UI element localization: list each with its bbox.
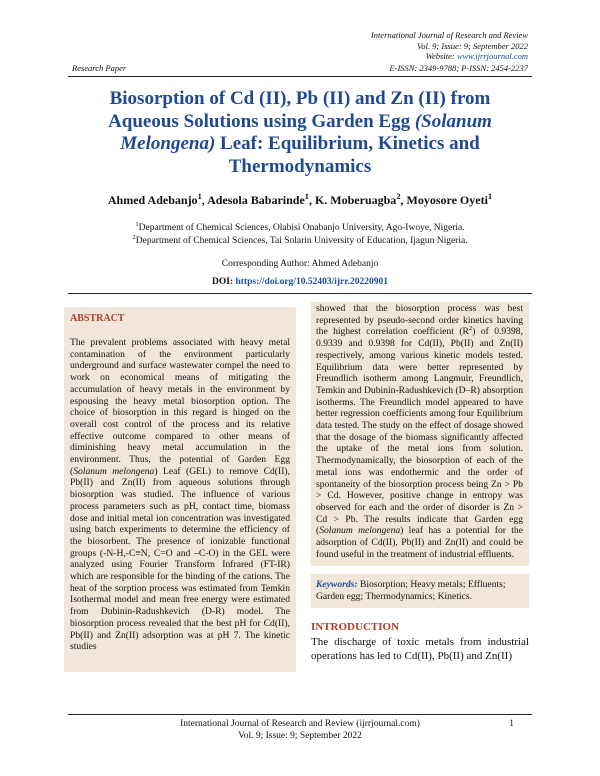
keywords-text: Biosorption; Heavy metals; Effluents; Garden egg; Thermodynamics; Kinetics. xyxy=(316,579,506,603)
issn: E-ISSN: 2349-9788; P-ISSN: 2454-2237 xyxy=(389,63,528,73)
affiliation: $^1$Department of Chemical Sciences, Olabisi Onabanjo University, Ago-Iwoye, Nigeria. xyxy=(135,220,465,233)
paper-type: Research Paper xyxy=(72,63,127,73)
doi-label: DOI: xyxy=(212,277,236,287)
author-name: Adesola Babarinde xyxy=(207,193,305,207)
abstract-text: The prevalent problems associated with heavy metal contamination of the environment particularly underground and surface wastewater compel the need to work on economical means of mitigating the accumulation of heavy metals in the environment by espousing the heavy metal biosorption option. The choice of biosorption in this regard is hinged on the overall cost control of the process and its relative effective outcome compared to other means of diminishing heavy metal accumulation in the environment. Thus, the potential of Garden Egg (Solanum melongena) Leaf (GEL) to remove Cd(II), Pb(II) and Zn(II) from aqueous solutions through biosorption was studied. The influence of various process parameters such as pH, contact time, biomass dose and initial metal ion concentration was investigated using batch experiments to determine the efficiency of the biosorbent. The presence of ionizable functional groups (-N-H,-C≡N, C=O and –C-O) in the GEL were analyzed using Fourier Transform Infrared (FT-IR) which are responsible for the binding of the cations. The heat of the sorption process was estimated from Temkin Isothermal model and mean free energy were estimated from Dubinin-Radushkevich (D-R) model. The biosorption process revealed that the best pH for Cd(II), Pb(II) and Zn(II) adsorption was at pH 7. The kinetic studies xyxy=(70,337,290,653)
corresponding-author: Corresponding Author: Ahmed Adebanjo xyxy=(221,259,379,269)
keywords-box xyxy=(311,574,529,607)
introduction-text: The discharge of toxic metals from industrial operations has led to Cd(II), Pb(II) and Zn(II) xyxy=(311,635,529,662)
doi-link[interactable]: https://doi.org/10.52403/ijrr.20220901 xyxy=(235,277,388,287)
introduction-heading: INTRODUCTION xyxy=(311,620,400,633)
doi-line xyxy=(72,276,528,288)
abstract-continued-text: showed that the biosorption process was best represented by pseudo-second order kinetics having the highest correlation coefficient $(R^2)$ of 0.9398, 0.9339 and 0.9398 for Cd(II), Pb(II) and Zn(II) respectively, among various kinetic models tested. Equilibrium data were better represented by Freundlich isotherm among Langmuir, Freundlich, Temkin and Dubinin-Radushkevich (D–R) absorption isotherms. The Freundlich model appeared to have better regression coefficients among four Equilibrium data tested. The study on the effect of dosage showed that the dosage of the biomass significantly affected the uptake of the metal ions from solution. Thermodynamically, the biosorption of each of the metal ions was endothermic and the order of spontaneity of the biosorption process being Zn > Pb > Cd. However, positive change in entropy was observed for each and the order of disorder is Zn > Cd > Pb. The results indicate that Garden egg (Solanum melongena) leaf has a potential for the adsorption of Cd(II), Pb(II) and Zn(II) and could be found useful in the treatment of industrial effluents. xyxy=(316,303,523,560)
website-link[interactable]: www.ijrrjournal.com xyxy=(456,51,528,61)
abstract-heading: ABSTRACT xyxy=(70,313,125,324)
website-label: Website: xyxy=(425,51,457,61)
paper-title: Biosorption of Cd (II), Pb (II) and Zn (II) from Aqueous Solutions using Garden Egg (Solanum Melongena) Leaf: Equilibrium, Kinetics and Thermodynamics xyxy=(108,88,492,177)
author-name: K. Moberuagba xyxy=(314,193,397,207)
paper-type-row xyxy=(72,62,528,74)
doi-rule xyxy=(68,293,532,294)
author-list: Ahmed Adebanjo$^1$, Adesola Babarinde$^1$, K. Moberuagba$^2$, Moyosore Oyeti$^1$ xyxy=(107,192,493,207)
header-rule xyxy=(68,76,532,77)
author-name: Moyosore Oyeti xyxy=(406,193,488,207)
footer-journal: International Journal of Research and Review (ijrrjournal.com) xyxy=(180,719,420,729)
author-name: Ahmed Adebanjo xyxy=(107,193,198,207)
journal-name: International Journal of Research and Review xyxy=(370,30,528,40)
keywords-label: Keywords: xyxy=(316,579,358,591)
footer-volume: Vol. 9; Issue: 9; September 2022 xyxy=(238,731,362,741)
page-footer xyxy=(72,718,528,742)
journal-volume: Vol. 9; Issue: 9; September 2022 xyxy=(417,40,528,51)
abstract-continued-box xyxy=(311,302,529,566)
right-column xyxy=(311,302,529,663)
journal-website xyxy=(228,51,528,62)
journal-header xyxy=(228,30,528,62)
page-number: 1 xyxy=(509,719,514,729)
affiliation: $^2$Department of Chemical Sciences, Tai Solarin University of Education, Ijagun Nigeria. xyxy=(132,233,468,246)
footer-rule xyxy=(68,714,532,715)
